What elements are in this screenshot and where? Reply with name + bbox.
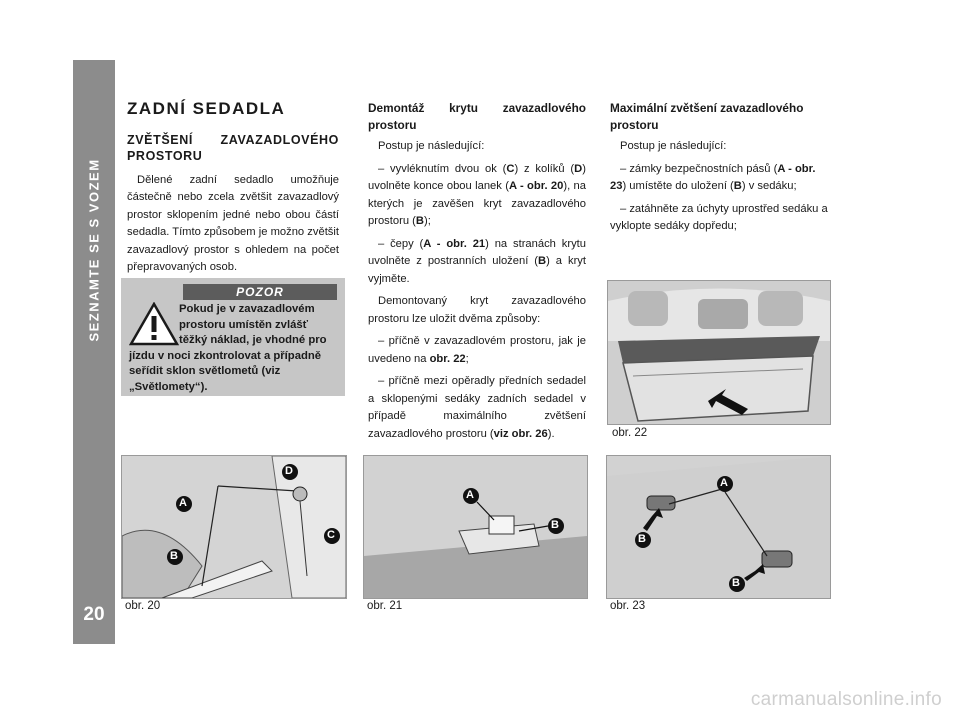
warning-box: [121, 278, 345, 396]
figure-21-caption: obr. 21: [367, 600, 403, 612]
intro-paragraph: Dělené zadní sedadlo umožňuje částečně nebo zcela zvětšit zavazadlový prostor sklopením jedné nebo obou částí sedadla. Tímto způsobem je možno zvětšit zavazadlový prostor s ohledem na počet přepravovaných osob.: [127, 173, 339, 273]
cover-removal-heading: Demontáž krytu zavazadlového prostoru: [368, 101, 586, 132]
column-3: [610, 100, 830, 241]
ref-label: B: [415, 215, 424, 227]
step-text: ) v sedáku;: [741, 180, 797, 192]
step-text: – zámky bezpečnostních pásů (: [620, 162, 778, 175]
step-text: ) umístěte do uložení (: [622, 180, 734, 192]
figure-label: B: [732, 577, 740, 589]
figure-ref: obr. 22: [429, 352, 466, 365]
figure-20-caption: obr. 20: [125, 600, 161, 612]
step-1: [368, 161, 586, 231]
watermark: carmanualsonline.info: [750, 689, 942, 710]
warning-body: [129, 302, 337, 395]
page-number: 20: [83, 604, 105, 625]
figure-label: A: [179, 497, 187, 509]
procedure-intro: Postup je následující:: [378, 140, 485, 152]
figure-label: A: [466, 489, 474, 501]
step-text: ) z kolíků (: [514, 162, 575, 175]
section-title: SEZNAMTE SE S VOZEM: [86, 158, 102, 342]
ref-label: B: [538, 255, 547, 267]
warning-triangle-icon: [129, 302, 179, 346]
step-text: – vyvléknutím dvou ok (: [378, 162, 507, 175]
step-text: – čepy (: [378, 237, 424, 250]
section-sidebar: [73, 60, 115, 644]
step-text: ).: [547, 427, 555, 440]
step-3: [368, 333, 586, 368]
figure-ref: A - obr. 20: [508, 180, 564, 192]
figure-20-image: [121, 455, 347, 599]
step-text: );: [423, 215, 431, 227]
figure-22-caption: obr. 22: [612, 427, 648, 439]
step-text: ;: [465, 352, 469, 365]
step-text: ) a kryt vyjměte.: [368, 255, 587, 285]
figure-label: B: [551, 519, 559, 531]
figure-23-image: [606, 455, 831, 599]
step-1: [610, 161, 830, 196]
figure-ref: viz obr. 26: [493, 427, 548, 440]
figure-label: B: [170, 550, 178, 562]
ref-label: B: [733, 180, 742, 192]
warning-title: POZOR: [183, 284, 337, 300]
figure-22-image: [607, 280, 831, 425]
figure-21-image: [363, 455, 588, 599]
step-2: – zatáhněte za úchyty uprostřed sedáku a vyklopte sedáky dopředu;: [610, 202, 828, 232]
figure-label: A: [720, 477, 728, 489]
column-2: [368, 100, 586, 448]
storage-paragraph: Demontovaný kryt zavazadlového prostoru lze uložit dvěma způsoby:: [368, 295, 586, 325]
page-title: ZADNÍ SEDADLA: [127, 99, 286, 118]
figure-label: B: [638, 533, 646, 545]
step-text: ) na stranách krytu uvolněte z postranních uložení (: [368, 237, 586, 267]
step-4: [368, 373, 586, 443]
figure-ref: A - obr. 23: [610, 162, 816, 192]
section-heading: ZVĚTŠENÍ ZAVAZADLOVÉHO PROSTORU: [127, 132, 339, 163]
figure-label: C: [327, 529, 335, 541]
procedure-intro: Postup je následující:: [620, 140, 727, 152]
figure-label: D: [285, 465, 293, 477]
figure-ref: A - obr. 21: [423, 237, 486, 250]
ref-label: D: [574, 162, 583, 175]
column-1: [127, 100, 339, 282]
max-space-heading: Maximální zvětšení zavazadlového prostoru: [610, 101, 804, 132]
ref-label: C: [506, 162, 515, 175]
step-text: – příčně v zavazadlovém prostoru, jak je uvedeno na: [368, 335, 586, 365]
figure-23-caption: obr. 23: [610, 600, 646, 612]
step-text: – příčně mezi opěradly předních sedadel a sklopenými sedáky zadních sedadel v případě maximálního zvětšení zavazadlového prostoru (: [368, 375, 586, 440]
step-text: ), na kterých je zavěšen kryt zavazadlového prostoru (: [368, 180, 586, 227]
warning-text: Pokud je v zavazadlovém prostoru umístěn zvlášť těžký náklad, je vhodné pro jízdu v noci zkontrolovat a případně seřídit sklon světlometů (viz „Světlomety“).: [129, 303, 327, 393]
step-2: [368, 236, 586, 289]
step-text: ) uvolněte konce obou lanek (: [368, 162, 586, 192]
